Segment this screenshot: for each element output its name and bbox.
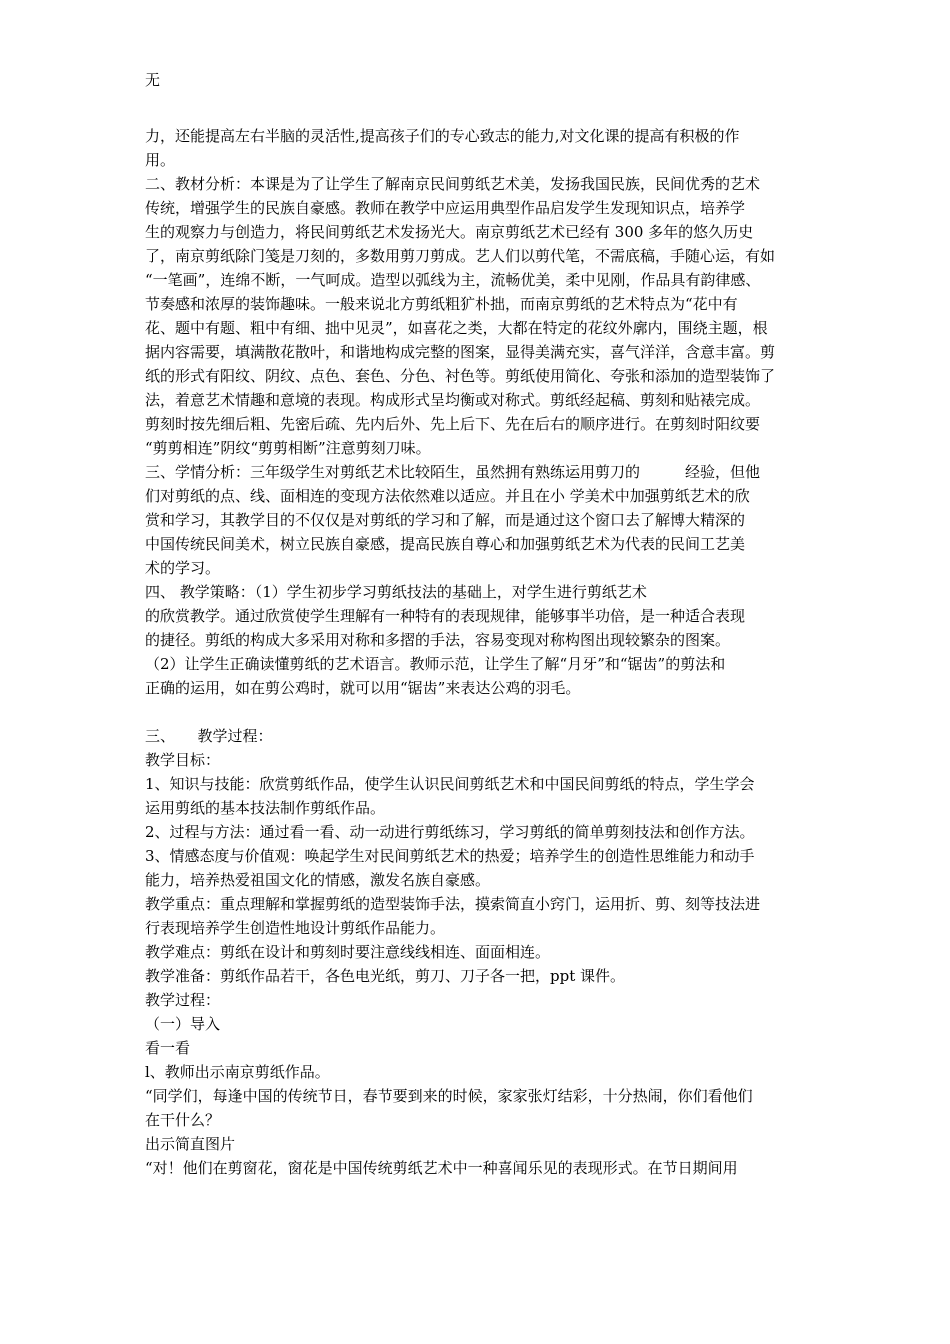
text-line: 的欣赏教学。通过欣赏使学生理解有一种特有的表现规律，能够事半功倍，是一种适合表现 — [145, 607, 746, 625]
text-line: 剪刻时按先细后粗、先密后疏、先内后外、先上后下、先在后右的顺序进行。在剪刻时阳纹要 — [145, 415, 761, 433]
blank-line — [145, 700, 807, 724]
text-line: 了，南京剪纸除门笺是刀刻的，多数用剪刀剪成。艺人们以剪代笔，不需底稿，手随心运，有如 — [145, 247, 776, 265]
text-line: 3、情感态度与价值观：唤起学生对民间剪纸艺术的热爱；培养学生的创造性思维能力和动手 — [145, 847, 755, 865]
text-line: 据内容需要，填满散花散叶，和谐地构成完整的图案，显得美满充实，喜气洋洋，含意丰富。剪 — [145, 343, 776, 361]
text-line: 法，着意艺术情趣和意境的表现。构成形式呈均衡或对称式。剪纸经起稿、剪刻和贴裱完成。 — [145, 391, 761, 409]
text-line: 传统，增强学生的民族自豪感。教师在教学中应运用典型作品启发学生发现知识点，培养学 — [145, 199, 746, 217]
text-line: 教学难点：剪纸在设计和剪刻时要注意线线相连、面面相连。 — [145, 943, 551, 961]
text-line: （2）让学生正确读懂剪纸的艺术语言。教师示范，让学生了解“月牙”和“锯齿”的剪法和 — [145, 655, 726, 673]
text-line: 们对剪纸的点、线、面相连的变现方法依然难以适应。并且在小 学美术中加强剪纸艺术的欣 — [145, 487, 750, 505]
text-line: 教学过程： — [145, 991, 221, 1009]
page-header: 无 — [145, 71, 161, 89]
text-line: 教学准备：剪纸作品若干，各色电光纸，剪刀、刀子各一把，ppt 课件。 — [145, 967, 626, 985]
text-line: 教学重点：重点理解和掌握剪纸的造型装饰手法，摸索简直小窍门，运用折、剪、刻等技法进 — [145, 895, 761, 913]
text-line: “同学们，每逢中国的传统节日，春节要到来的时候，家家张灯结彩，十分热闹，你们看他们 — [145, 1087, 753, 1105]
text-line: （一）导入 — [145, 1015, 221, 1033]
text-line: 节奏感和浓厚的装饰趣味。一般来说北方剪纸粗犷朴拙，而南京剪纸的艺术特点为“花中有 — [145, 295, 738, 313]
text-line: 运用剪纸的基本技法制作剪纸作品。 — [145, 799, 386, 817]
text-line: “一笔画”，连绵不断，一气呵成。造型以弧线为主，流畅优美，柔中见刚，作品具有韵律感、 — [145, 271, 761, 289]
text-line: 中国传统民间美术，树立民族自豪感，提高民族自尊心和加强剪纸艺术为代表的民间工艺美 — [145, 535, 746, 553]
text-line: l、教师出示南京剪纸作品。 — [145, 1063, 330, 1081]
text-line: 正确的运用，如在剪公鸡时，就可以用“锯齿”来表达公鸡的羽毛。 — [145, 679, 581, 697]
document-body — [145, 124, 807, 1180]
text-line: 出示简直图片 — [145, 1135, 236, 1153]
text-line: 的捷径。剪纸的构成大多采用对称和多摺的手法，容易变现对称构图出现较繁杂的图案。 — [145, 631, 731, 649]
text-line: 生的观察力与创造力，将民间剪纸艺术发扬光大。南京剪纸艺术已经有 300 多年的悠久历史 — [145, 223, 754, 241]
text-line: “对！他们在剪窗花，窗花是中国传统剪纸艺术中一种喜闻乐见的表现形式。在节日期间用 — [145, 1159, 738, 1177]
text-line: 2、过程与方法：通过看一看、动一动进行剪纸练习，学习剪纸的简单剪刻技法和创作方法。 — [145, 823, 755, 841]
text-line: 三、 教学过程： — [145, 727, 273, 745]
text-line: 花、题中有题、粗中有细、拙中见灵”，如喜花之类，大都在特定的花纹外廓内，围绕主题，根 — [145, 319, 768, 337]
text-line: 1、知识与技能：欣赏剪纸作品，使学生认识民间剪纸艺术和中国民间剪纸的特点，学生学会 — [145, 775, 755, 793]
text-line: 能力，培养热爱祖国文化的情感，激发名族自豪感。 — [145, 871, 491, 889]
text-line: 术的学习。 — [145, 559, 221, 577]
text-line: 力，还能提高左右半脑的灵活性,提高孩子们的专心致志的能力,对文化课的提高有积极的作 — [145, 127, 740, 145]
text-line: 四、 教学策略：（1）学生初步学习剪纸技法的基础上，对学生进行剪纸艺术 — [145, 583, 647, 601]
text-line: 在干什么？ — [145, 1111, 221, 1129]
text-line: 行表现培养学生创造性地设计剪纸作品能力。 — [145, 919, 446, 937]
text-line: 二、教材分析：本课是为了让学生了解南京民间剪纸艺术美，发扬我国民族，民间优秀的艺术 — [145, 175, 761, 193]
text-line: 三、学情分析：三年级学生对剪纸艺术比较陌生，虽然拥有熟练运用剪刀的 经验，但他 — [145, 463, 761, 481]
text-line: 用。 — [145, 151, 176, 169]
text-line: 教学目标： — [145, 751, 221, 769]
text-line: 纸的形式有阳纹、阴纹、点色、套色、分色、衬色等。剪纸使用简化、夸张和添加的造型装饰了 — [145, 367, 776, 385]
text-line: 看一看 — [145, 1039, 191, 1057]
text-line: 赏和学习，其教学目的不仅仅是对剪纸的学习和了解，而是通过这个窗口去了解博大精深的 — [145, 511, 746, 529]
text-line: “剪剪相连”阴纹“剪剪相断”注意剪刻刀味。 — [145, 439, 431, 457]
